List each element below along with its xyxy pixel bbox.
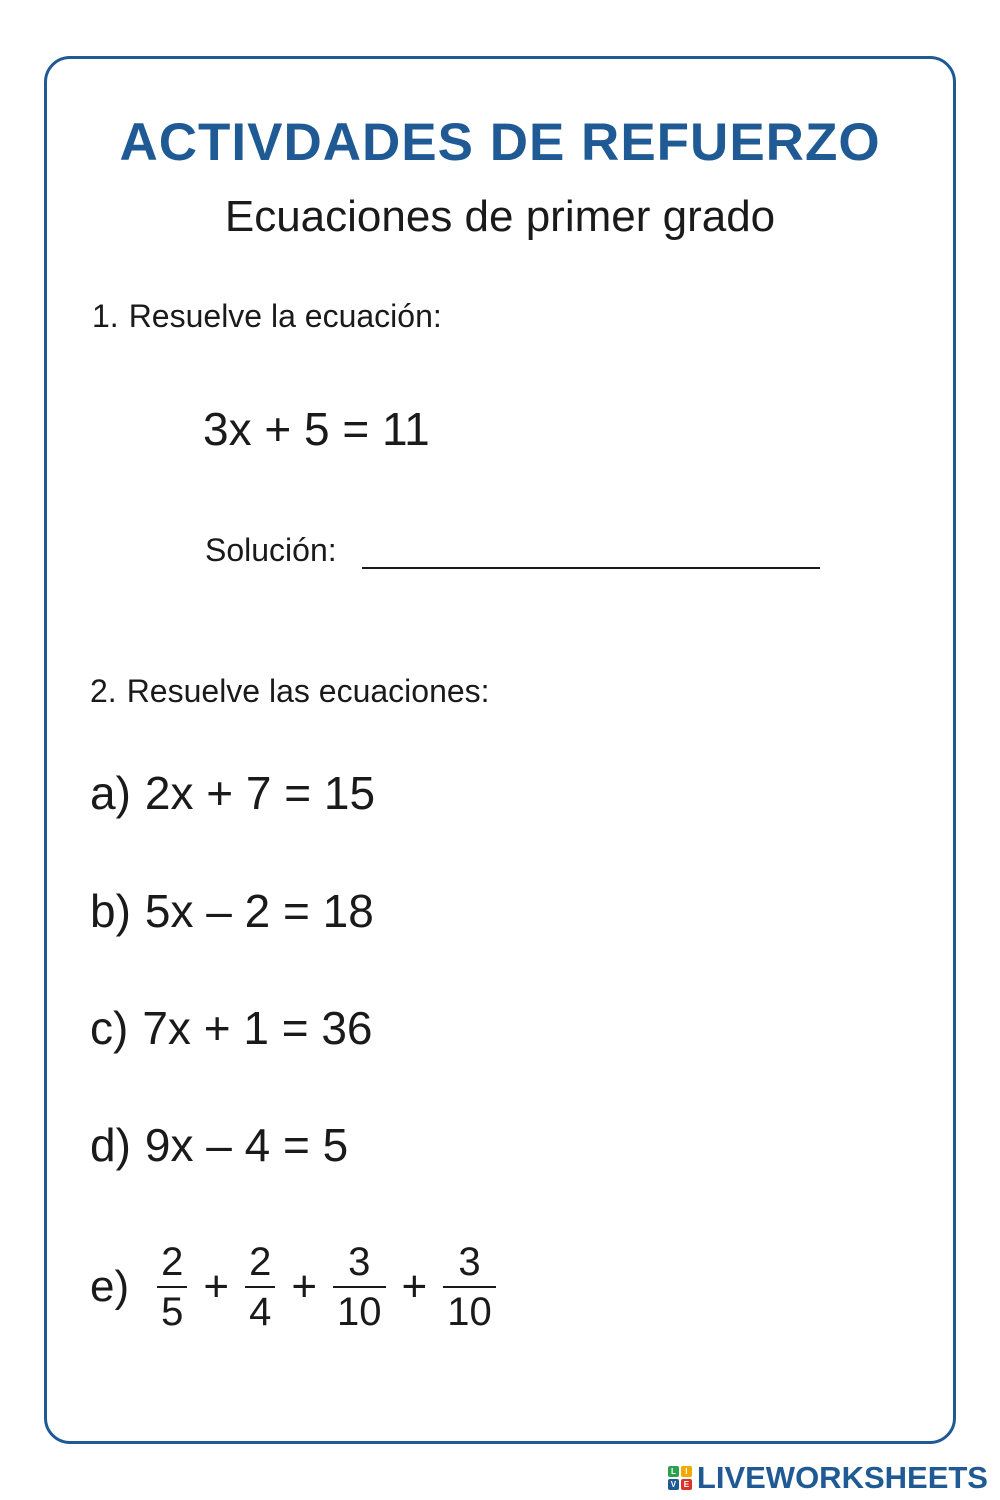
plus-operator: + [291, 1262, 318, 1311]
logo-mark-letter: E [681, 1479, 692, 1490]
logo-mark-letter: V [668, 1479, 679, 1490]
fraction-numerator: 3 [458, 1240, 481, 1284]
item-letter: c) [90, 1002, 129, 1054]
question-2-number: 2. [90, 673, 117, 709]
item-equation: 2x + 7 = 15 [144, 767, 376, 819]
item-letter: d) [90, 1119, 131, 1171]
logo-mark-letter: L [668, 1466, 679, 1477]
worksheet-title: ACTIVDADES DE REFUERZO [119, 113, 881, 172]
item-letter: e) [90, 1262, 130, 1311]
question-1-heading [92, 298, 442, 335]
fraction-bar [245, 1286, 275, 1288]
liveworksheets-logo-icon [668, 1466, 692, 1490]
equation-item-c [90, 1001, 373, 1055]
fraction-numerator: 2 [161, 1240, 184, 1284]
question-1-number: 1. [92, 298, 119, 334]
item-equation: 5x – 2 = 18 [144, 885, 374, 937]
fraction-denominator: 10 [337, 1290, 382, 1334]
liveworksheets-logo[interactable] [668, 1460, 988, 1496]
solution-label: Solución: [205, 532, 337, 568]
liveworksheets-logo-text: LIVEWORKSHEETS [696, 1460, 988, 1495]
equation-item-d [90, 1118, 348, 1172]
question-1-equation: 3x + 5 = 11 [203, 403, 430, 455]
question-1-prompt: Resuelve la ecuación: [128, 298, 442, 334]
item-equation: 7x + 1 = 36 [142, 1002, 373, 1054]
plus-operator: + [203, 1262, 230, 1311]
fraction-denominator: 4 [249, 1290, 272, 1334]
fraction-bar [443, 1286, 496, 1288]
item-letter: a) [90, 767, 131, 819]
equation-item-e [90, 1232, 502, 1342]
question-2-heading [90, 673, 490, 710]
question-2-prompt: Resuelve las ecuaciones: [126, 673, 490, 709]
fraction-denominator: 5 [161, 1290, 184, 1334]
fraction-bar [333, 1286, 386, 1288]
fraction-numerator: 2 [249, 1240, 272, 1284]
fraction-4 [443, 1239, 496, 1335]
equation-item-a [90, 766, 375, 820]
fraction-numerator: 3 [348, 1240, 371, 1284]
fraction-3 [333, 1239, 386, 1335]
fraction-denominator: 10 [447, 1290, 492, 1334]
fraction-1 [157, 1239, 187, 1335]
worksheet-subtitle: Ecuaciones de primer grado [224, 192, 776, 241]
item-equation: 9x – 4 = 5 [144, 1119, 349, 1171]
item-letter: b) [90, 885, 131, 937]
solution-answer-line[interactable] [362, 567, 820, 569]
plus-operator: + [401, 1262, 428, 1311]
fraction-bar [157, 1286, 187, 1288]
equation-item-b [90, 884, 374, 938]
fraction-2 [245, 1239, 275, 1335]
logo-mark-letter: I [681, 1466, 692, 1477]
